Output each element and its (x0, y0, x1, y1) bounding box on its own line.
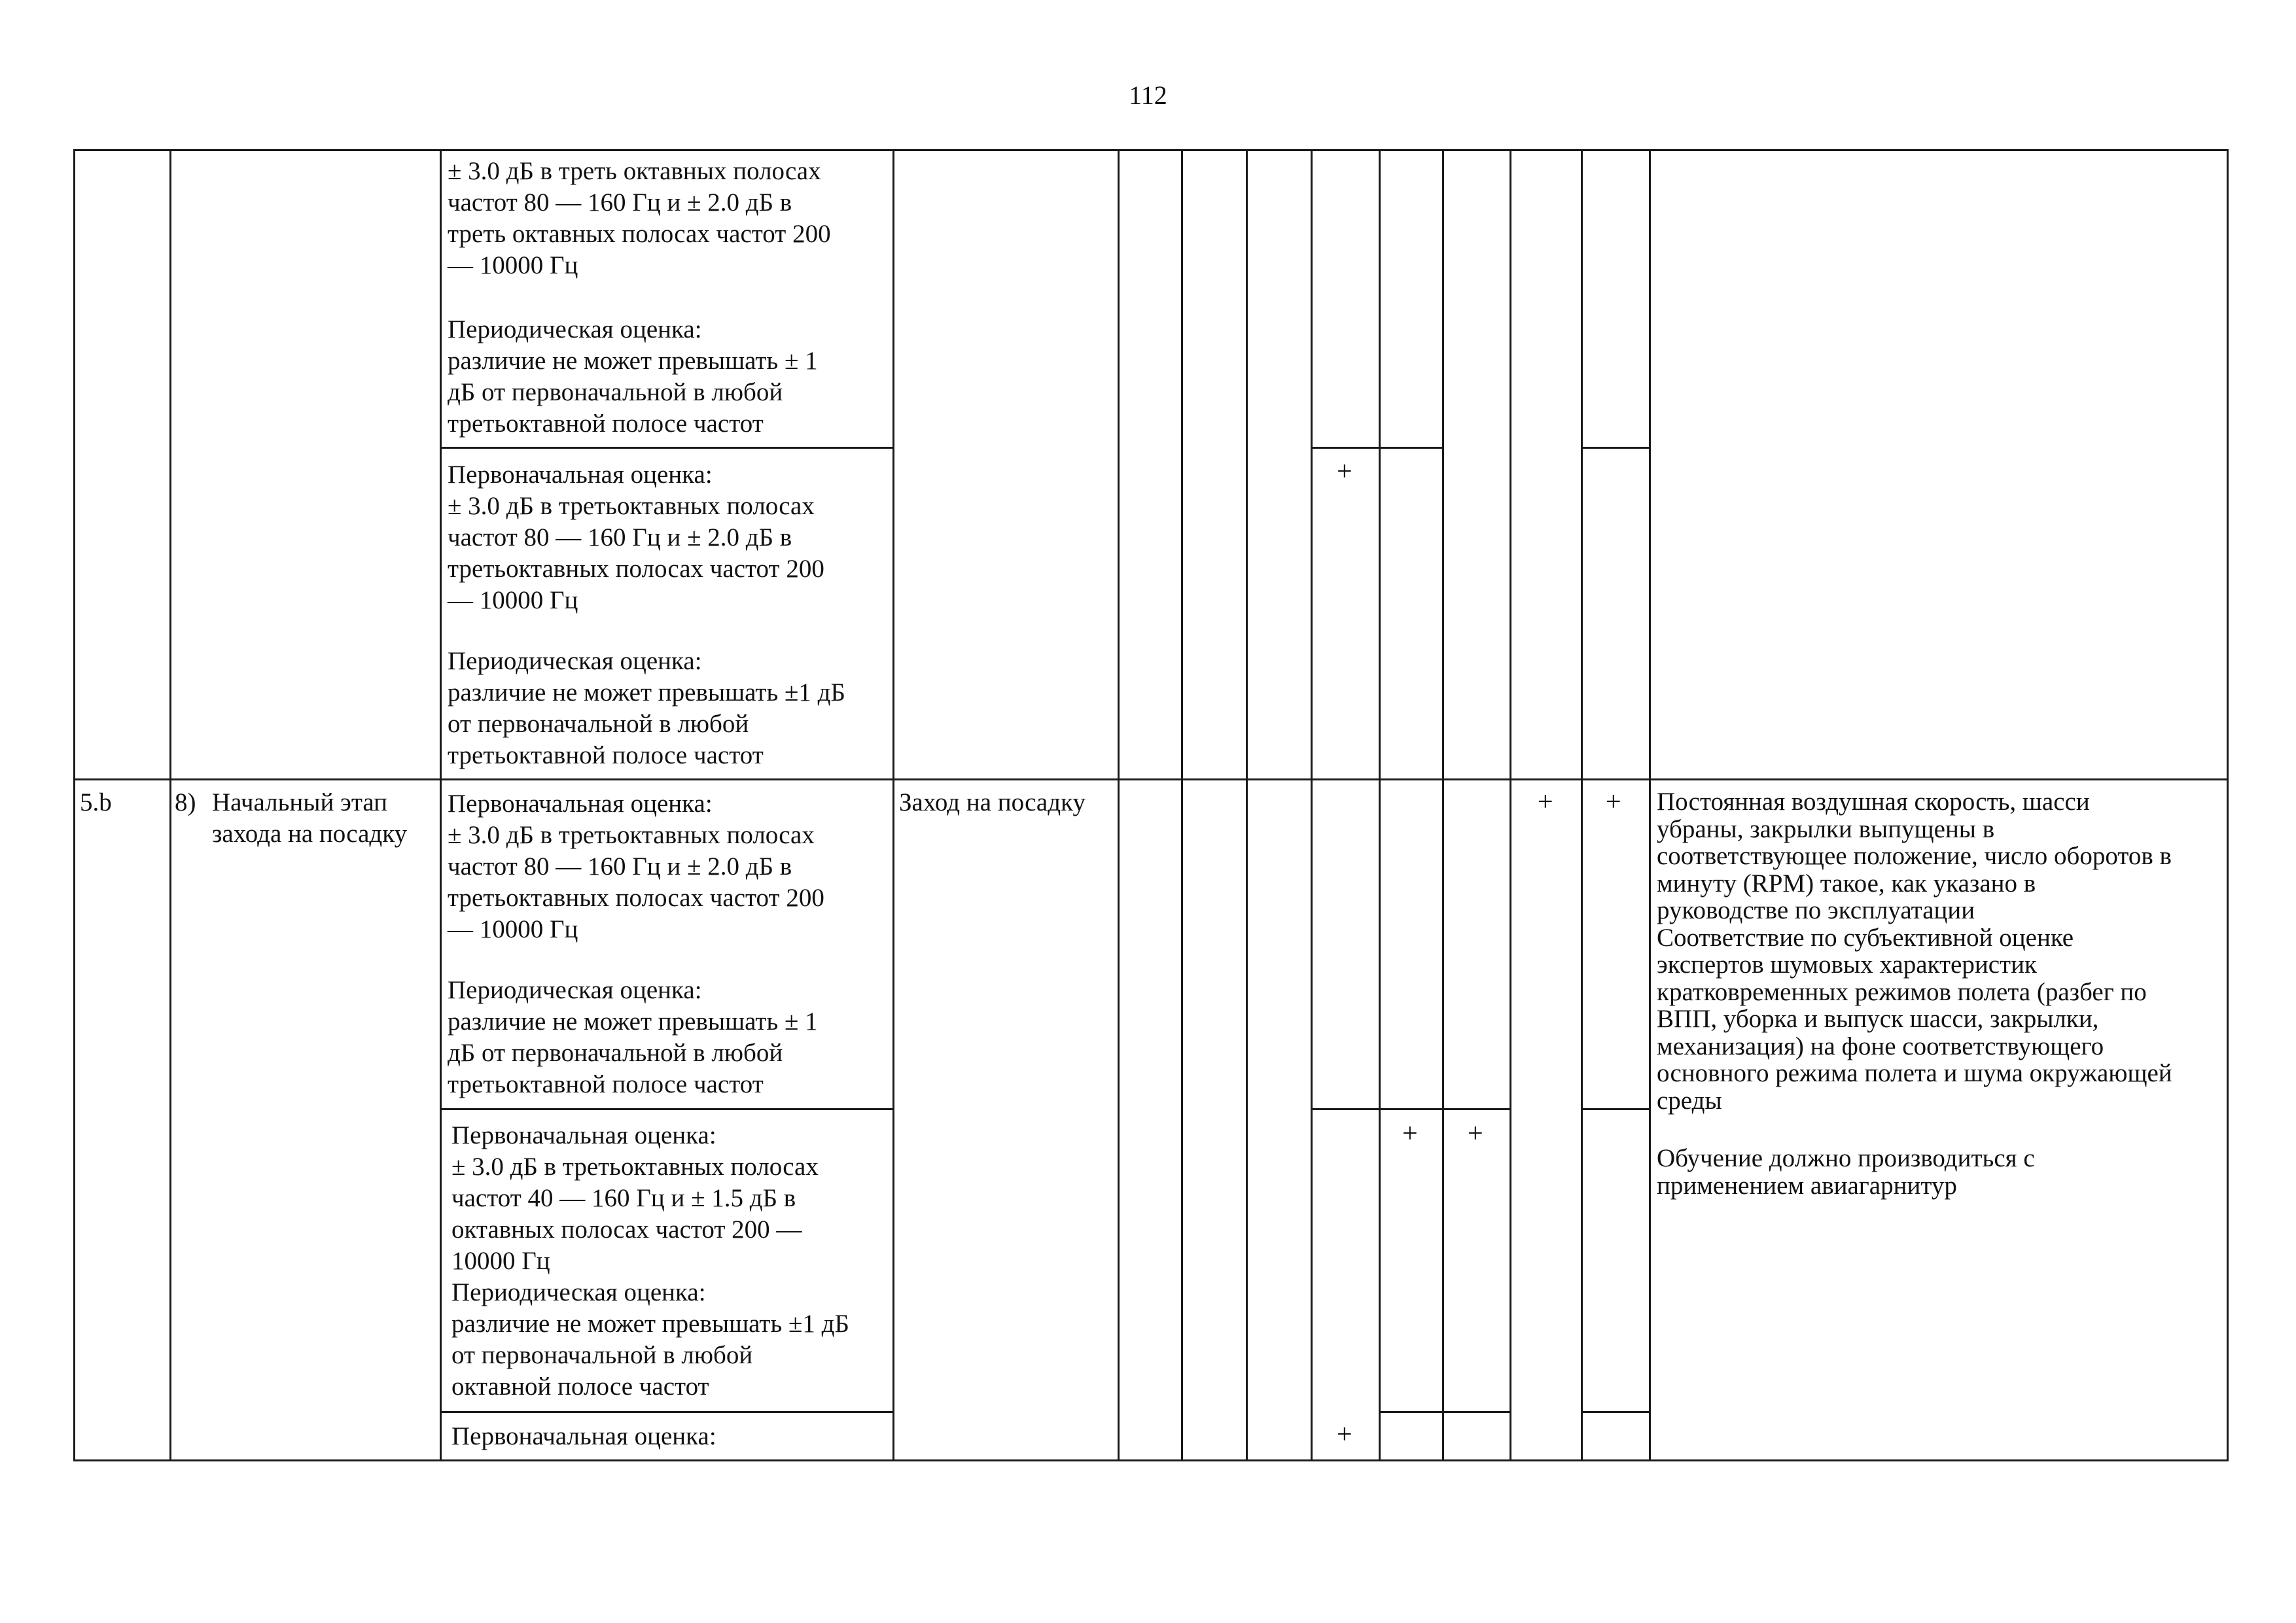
row-divider (1583, 1108, 1651, 1110)
plus-mark: + (1606, 787, 1621, 817)
initial-assessment-text: Первоначальная оценка: (451, 1422, 716, 1450)
row-divider (440, 447, 894, 449)
column-divider (73, 149, 75, 1461)
periodic-assessment-text: Периодическая оценка: различие не может превышать ±1 дБ от первоначальной в любой октавной полосе частот (451, 1278, 849, 1401)
notes-training-text: Обучение должно производиться с применением авиагарнитур (1657, 1144, 2035, 1200)
initial-assessment-text: Первоначальная оценка: ± 3.0 дБ в третьоктавных полосах частот 80 — 160 Гц и ± 2.0 дБ в третьоктавных полосах частот 200 — 10000 Гц (448, 461, 824, 614)
column-divider (892, 149, 894, 1461)
plus-mark: + (1337, 1420, 1352, 1450)
page-number: 112 (1129, 80, 1167, 110)
row-divider (440, 1108, 894, 1110)
periodic-assessment-text: Периодическая оценка: различие не может превышать ± 1 дБ от первоначальной в любой третьоктавной полосе частот (448, 976, 818, 1098)
column-divider (1649, 149, 1651, 1461)
row-divider (1311, 1108, 1510, 1110)
row-id: 5.b (80, 788, 112, 816)
item-title: Начальный этап захода на посадку (212, 788, 408, 848)
table-bottom-border (73, 1459, 2229, 1461)
column-divider (1510, 149, 1511, 1461)
condition-text: Заход на посадку (899, 788, 1086, 816)
initial-assessment-text: Первоначальная оценка: ± 3.0 дБ в третьоктавных полосах частот 80 — 160 Гц и ± 2.0 дБ в третьоктавных полосах частот 200 — 10000 Гц (448, 790, 824, 943)
plus-mark: + (1337, 457, 1352, 487)
notes-text: Постоянная воздушная скорость, шасси убраны, закрылки выпущены в соответствующее положение, число оборотов в минуту (RPM) такое, как указано в руководстве по эксплуатации Соответствие по субъективной оценке экспертов шумовых характеристик кратковременных режимов полета (разбег по ВПП, уборка и выпуск шасси, закрылки, механизация) на фоне соответствующего основного режима полета и шума окружающей среды (1657, 788, 2172, 1115)
column-divider (1246, 149, 1248, 1461)
item-number: 8) (175, 788, 196, 816)
row-divider (1379, 1411, 1510, 1413)
plus-mark: + (1402, 1119, 1418, 1149)
plus-mark: + (1538, 787, 1553, 817)
row-divider (1583, 1411, 1651, 1413)
column-divider (169, 149, 171, 1461)
plus-mark: + (1468, 1119, 1483, 1149)
column-divider (440, 149, 442, 1461)
row-divider (1311, 447, 1442, 449)
column-divider (1442, 149, 1444, 1461)
column-divider (1181, 149, 1183, 1461)
periodic-assessment-text: Периодическая оценка: различие не может превышать ±1 дБ от первоначальной в любой третьоктавной полосе частот (448, 647, 845, 769)
row-divider (1583, 447, 1651, 449)
initial-assessment-text: ± 3.0 дБ в треть октавных полосах частот 80 — 160 Гц и ± 2.0 дБ в треть октавных полосах частот 200 — 10000 Гц (448, 157, 831, 279)
periodic-assessment-text: Периодическая оценка: различие не может превышать ± 1 дБ от первоначальной в любой третьоктавной полосе частот (448, 315, 818, 438)
row-divider (73, 778, 2229, 780)
column-divider (1118, 149, 1120, 1461)
column-divider (1311, 149, 1313, 1461)
column-divider (1379, 149, 1381, 1461)
row-divider (440, 1411, 894, 1413)
initial-assessment-text: Первоначальная оценка: ± 3.0 дБ в третьоктавных полосах частот 40 — 160 Гц и ± 1.5 дБ в октавных полосах частот 200 — 10000 Гц (451, 1121, 819, 1275)
table-right-border (2227, 149, 2229, 1461)
table-top-border (73, 149, 2229, 151)
column-divider (1581, 149, 1583, 1461)
